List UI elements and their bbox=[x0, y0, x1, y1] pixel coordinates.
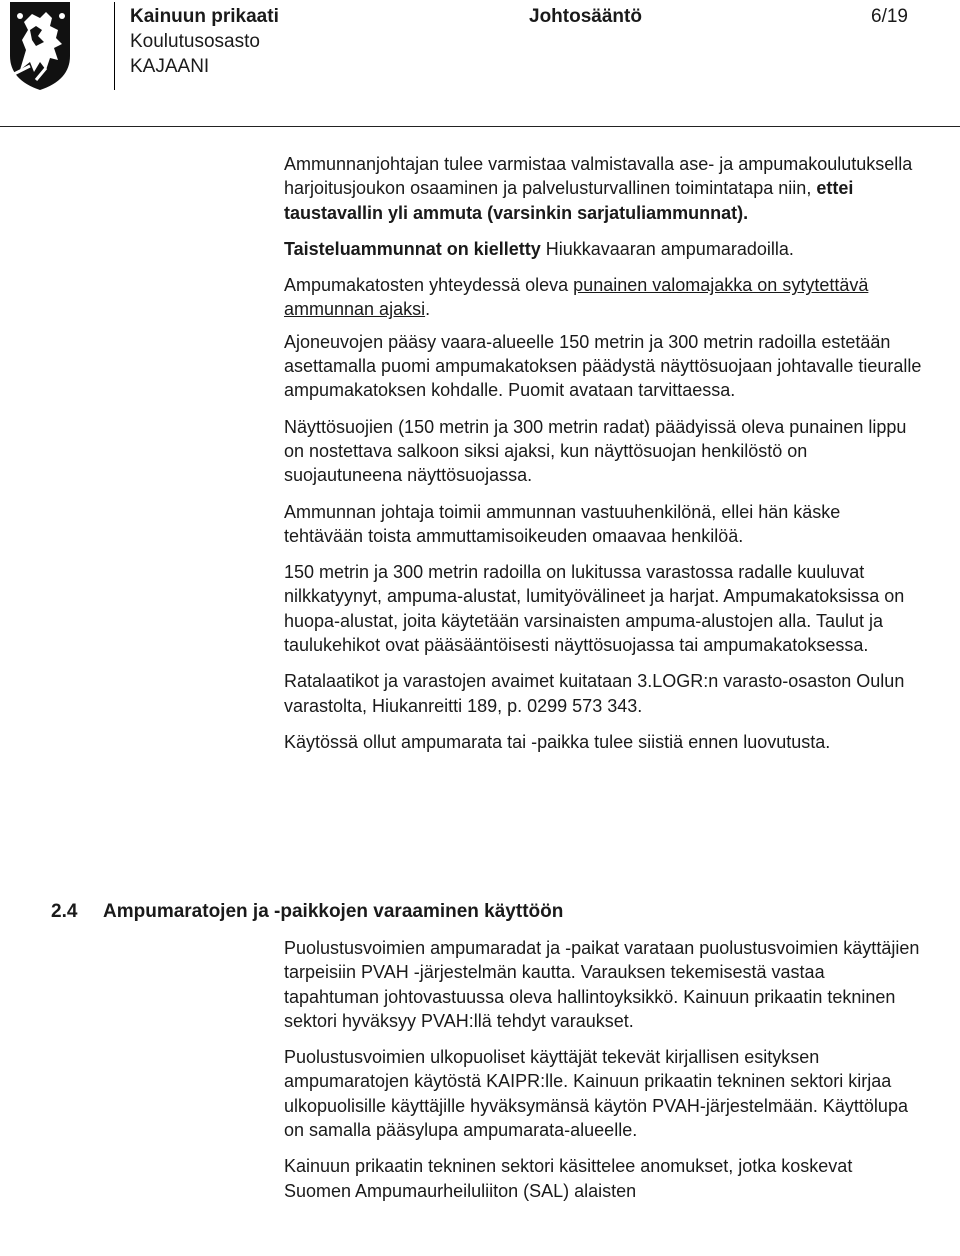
paragraph: Puolustusvoimien ampumaradat ja -paikat varataan puolustusvoimien käyttäjien tarpeisiin PVAH -järjestelmän kautta. Varauksen tekemisestä vastaa tapahtuman johtovastuussa oleva hallintoyksikkö. Kainuun prikaatin tekninen sektori hyväksyy PVAH:llä tehdyt varaukset. bbox=[284, 938, 920, 1031]
document-title: Johtosääntö bbox=[529, 6, 642, 27]
paragraph-text: Ammunnanjohtajan tulee varmistaa valmistavalla ase- ja ampumakoulutuksella harjoitusjoukon osaaminen ja palvelusturvallinen toimintatapa niin, bbox=[284, 154, 913, 199]
paragraph: Käytössä ollut ampumarata tai -paikka tulee siistiä ennen luovutusta. bbox=[284, 731, 831, 752]
page-header bbox=[0, 0, 960, 128]
section-title: Ampumaratojen ja -paikkojen varaaminen käyttöön bbox=[103, 901, 564, 922]
org-department: Koulutusosasto bbox=[130, 31, 260, 52]
paragraph: Ratalaatikot ja varastojen avaimet kuitataan 3.LOGR:n varasto-osaston Oulun varastolta, Hiukanreitti 189, p. 0299 573 343. bbox=[284, 671, 905, 716]
paragraph bbox=[284, 237, 924, 261]
paragraph-text: Ampumakatosten yhteydessä oleva bbox=[284, 275, 574, 296]
paragraph-text: Hiukkavaaran ampumaradoilla. bbox=[540, 238, 794, 259]
paragraph bbox=[284, 273, 924, 322]
header-divider bbox=[114, 2, 115, 90]
paragraph: Ammunnan johtaja toimii ammunnan vastuuhenkilönä, ellei hän käske tehtävään toista ammuttamisoikeuden omaavaa henkilöä. bbox=[284, 501, 841, 546]
underlined-text: punainen valomajakka on sytytettävä ammunnan ajaksi bbox=[284, 275, 869, 320]
section-heading bbox=[51, 900, 563, 924]
section-number: 2.4 bbox=[51, 901, 78, 922]
emphasis-text: Taisteluammunnat on kielletty bbox=[284, 238, 541, 259]
main-content bbox=[284, 152, 924, 754]
paragraph: 150 metrin ja 300 metrin radoilla on lukitussa varastossa radalle kuuluvat nilkkatyynyt, ampuma-alustat, lumityövälineet ja harjat. Ampumakatoksissa on huopa-alustat, joita käytetään varsinaisten ampuma-alustojen alla. Taulut ja taulukehikot ovat pääsääntöisesti näyttösuojassa tai ampumakatoksessa. bbox=[284, 562, 905, 656]
section-content bbox=[284, 936, 924, 1203]
paragraph: Kainuun prikaatin tekninen sektori käsittelee anomukset, jotka koskevat Suomen Ampumaurheiluliiton (SAL) alaisten bbox=[284, 1156, 853, 1201]
paragraph bbox=[284, 152, 924, 225]
paragraph-text: . bbox=[425, 299, 431, 320]
coat-of-arms-lion-icon bbox=[6, 0, 74, 92]
emphasis-text: ettei taustavallin yli ammuta (varsinkin sarjatuliammunnat). bbox=[284, 178, 854, 223]
org-name: Kainuun prikaati bbox=[130, 6, 279, 27]
org-location: KAJAANI bbox=[130, 56, 210, 77]
paragraph: Puolustusvoimien ulkopuoliset käyttäjät tekevät kirjallisen esityksen ampumaratojen käytöstä KAIPR:lle. Kainuun prikaatin tekninen sektori kirjaa ulkopuolisille käyttäjille hyväksymänsä käytön PVAH-järjestelmään. Käyttölupa on samalla pääsylupa ampumarata-alueelle. bbox=[284, 1047, 908, 1141]
organization-block bbox=[130, 4, 279, 79]
paragraph: Näyttösuojien (150 metrin ja 300 metrin radat) päädyissä oleva punainen lippu on nostettava salkoon siksi ajaksi, kun näyttösuojan henkilöstö on suojautuneena näyttösuojassa. bbox=[284, 416, 907, 486]
header-rule bbox=[0, 126, 960, 127]
page-number: 6/19 bbox=[871, 6, 908, 27]
paragraph: Ajoneuvojen pääsy vaara-alueelle 150 metrin ja 300 metrin radoilla estetään asettamalla puomi ampumakatoksen päädystä näyttösuojaan johtavalle tieuralle ampumakatoksen kohdalle. Puomit avataan tarvittaessa. bbox=[284, 331, 922, 401]
